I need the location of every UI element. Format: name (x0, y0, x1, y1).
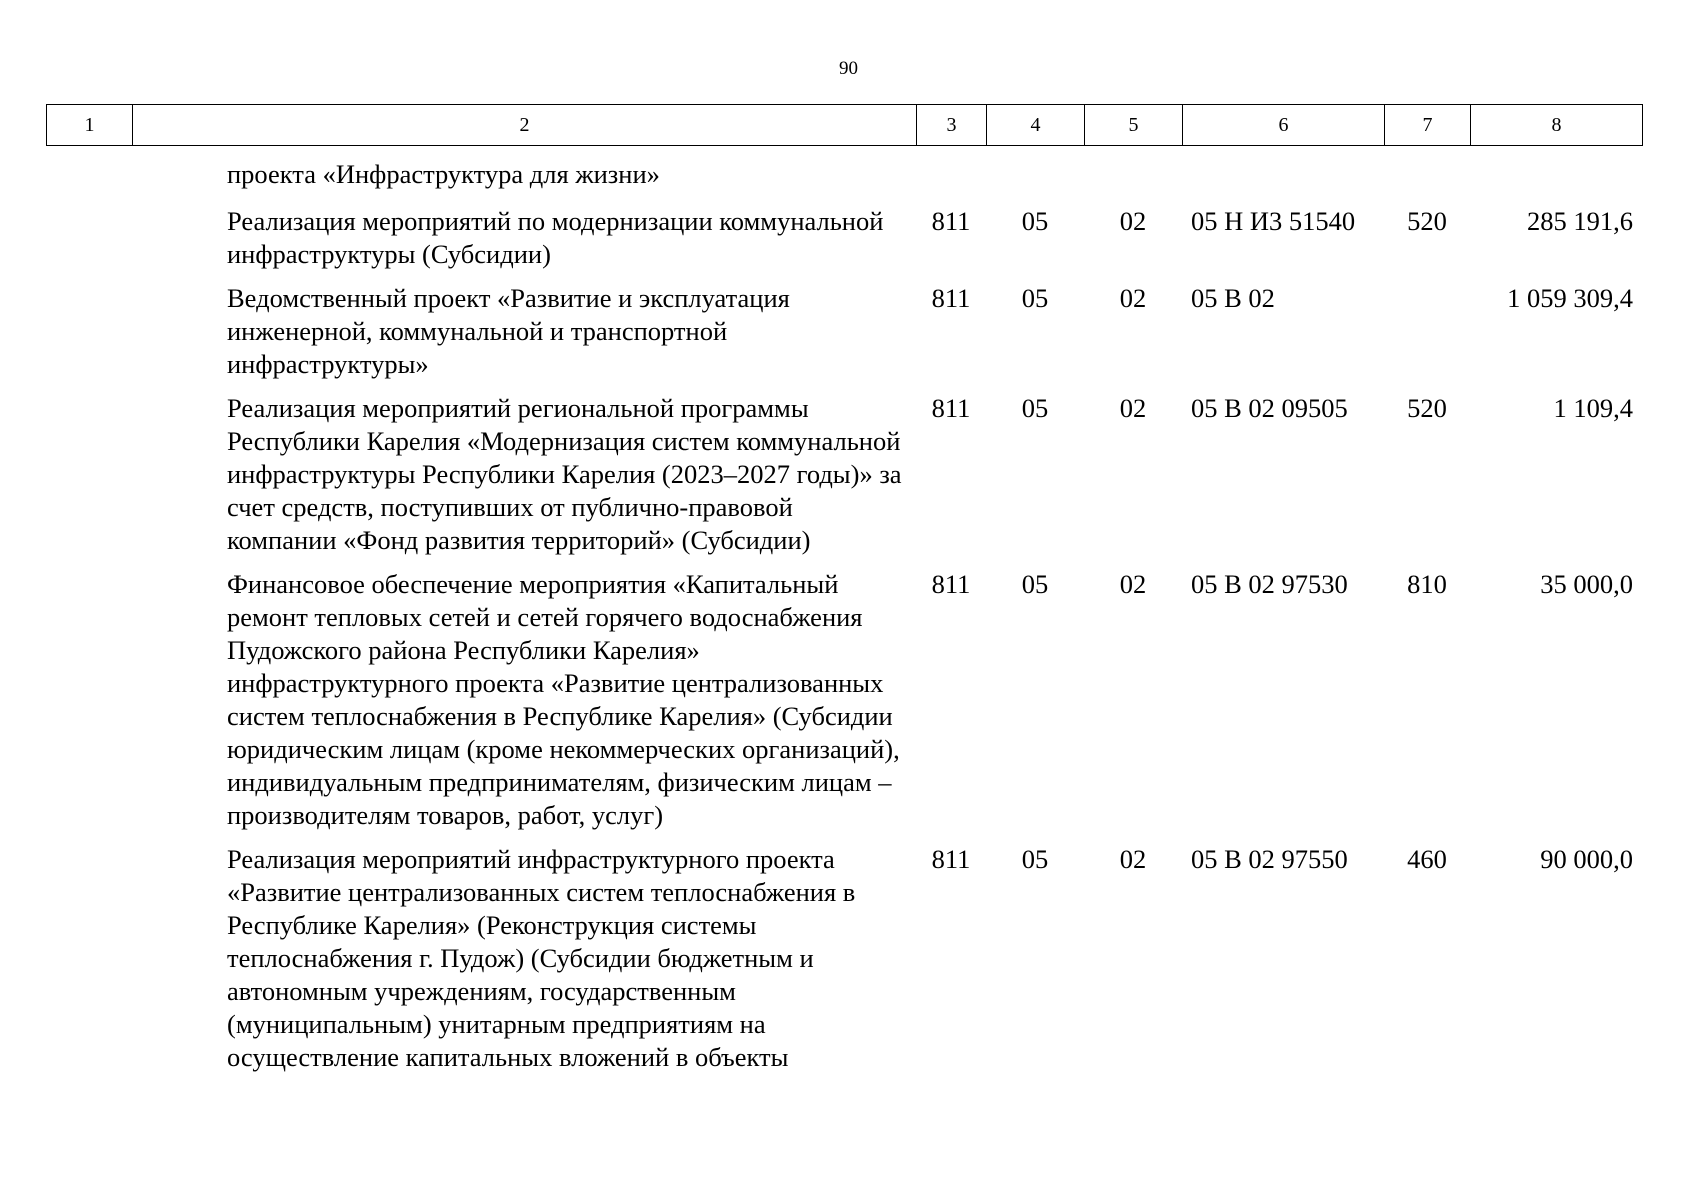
row-grbs: 811 (931, 206, 971, 236)
table-row (46, 282, 1642, 392)
header-col-2: 2 (133, 105, 917, 146)
row-name: Реализация мероприятий по модернизации коммунальной инфраструктуры (Субсидии) (227, 206, 884, 269)
header-col-6: 6 (1183, 105, 1385, 146)
row-section: 05 (1021, 283, 1049, 313)
header-col-8: 8 (1471, 105, 1643, 146)
row-section: 05 (1021, 569, 1049, 599)
row-expense-type: 520 (1407, 393, 1447, 423)
row-grbs: 811 (931, 283, 971, 313)
header-col-7: 7 (1385, 105, 1471, 146)
row-name: Реализация мероприятий инфраструктурного проекта «Развитие централизованных систем теплоснабжения в Республике Карелия» (Реконструкция системы теплоснабжения г. Пудож) (Субсидии бюджетным и автономным учреждениям, государственным (муниципальным) унитарным предприятиям на осуществление капитальных вложений в объекты (227, 844, 856, 1072)
row-grbs: 811 (931, 569, 971, 599)
row-expense-type: 520 (1407, 206, 1447, 236)
row-expense-type: 460 (1407, 844, 1447, 874)
table-row (46, 843, 1642, 1085)
header-col-5: 5 (1085, 105, 1183, 146)
row-amount: 35 000,0 (1540, 569, 1633, 599)
row-section: 05 (1021, 393, 1049, 423)
row-subsection: 02 (1119, 569, 1147, 599)
row-amount: 90 000,0 (1540, 844, 1633, 874)
row-target-code: 05 В 02 (1191, 283, 1275, 313)
budget-table (46, 158, 1642, 1085)
table-row (46, 568, 1642, 843)
continuation-text: проекта «Инфраструктура для жизни» (227, 159, 660, 189)
row-subsection: 02 (1119, 844, 1147, 874)
row-name: Финансовое обеспечение мероприятия «Капитальный ремонт тепловых сетей и сетей горячего водоснабжения Пудожского района Республики Карелия» инфраструктурного проекта «Развитие централизованных систем теплоснабжения в Республике Карелия» (Субсидии юридическим лицам (кроме некоммерческих организаций), индивидуальным предпринимателям, физическим лицам – производителям товаров, работ, услуг) (227, 569, 900, 830)
row-target-code: 05 Н И3 51540 (1191, 206, 1356, 236)
row-expense-type: 810 (1407, 569, 1447, 599)
row-subsection: 02 (1119, 206, 1147, 236)
page-number: 90 (839, 58, 858, 79)
column-number-header (46, 104, 1643, 146)
row-amount: 1 059 309,4 (1507, 283, 1633, 313)
row-target-code: 05 В 02 97550 (1191, 844, 1348, 874)
row-expense-type (1384, 282, 1470, 392)
row-target-code: 05 В 02 09505 (1191, 393, 1348, 423)
header-col-4: 4 (987, 105, 1085, 146)
header-col-1: 1 (47, 105, 133, 146)
row-name: Ведомственный проект «Развитие и эксплуатация инженерной, коммунальной и транспортной инфраструктуры» (227, 283, 790, 379)
row-subsection: 02 (1119, 393, 1147, 423)
row-section: 05 (1021, 844, 1049, 874)
row-grbs: 811 (931, 844, 971, 874)
row-target-code: 05 В 02 97530 (1191, 569, 1348, 599)
row-subsection: 02 (1119, 283, 1147, 313)
table-row (46, 392, 1642, 568)
row-section: 05 (1021, 206, 1049, 236)
continuation-row (46, 158, 1642, 205)
header-col-3: 3 (917, 105, 987, 146)
row-name: Реализация мероприятий региональной программы Республики Карелия «Модернизация систем коммунальной инфраструктуры Республики Карелия (2023–2027 годы)» за счет средств, поступивших от публично-правовой компании «Фонд развития территорий» (Субсидии) (227, 393, 902, 555)
row-amount: 285 191,6 (1527, 206, 1633, 236)
row-grbs: 811 (931, 393, 971, 423)
row-amount: 1 109,4 (1553, 393, 1633, 423)
table-row (46, 205, 1642, 282)
